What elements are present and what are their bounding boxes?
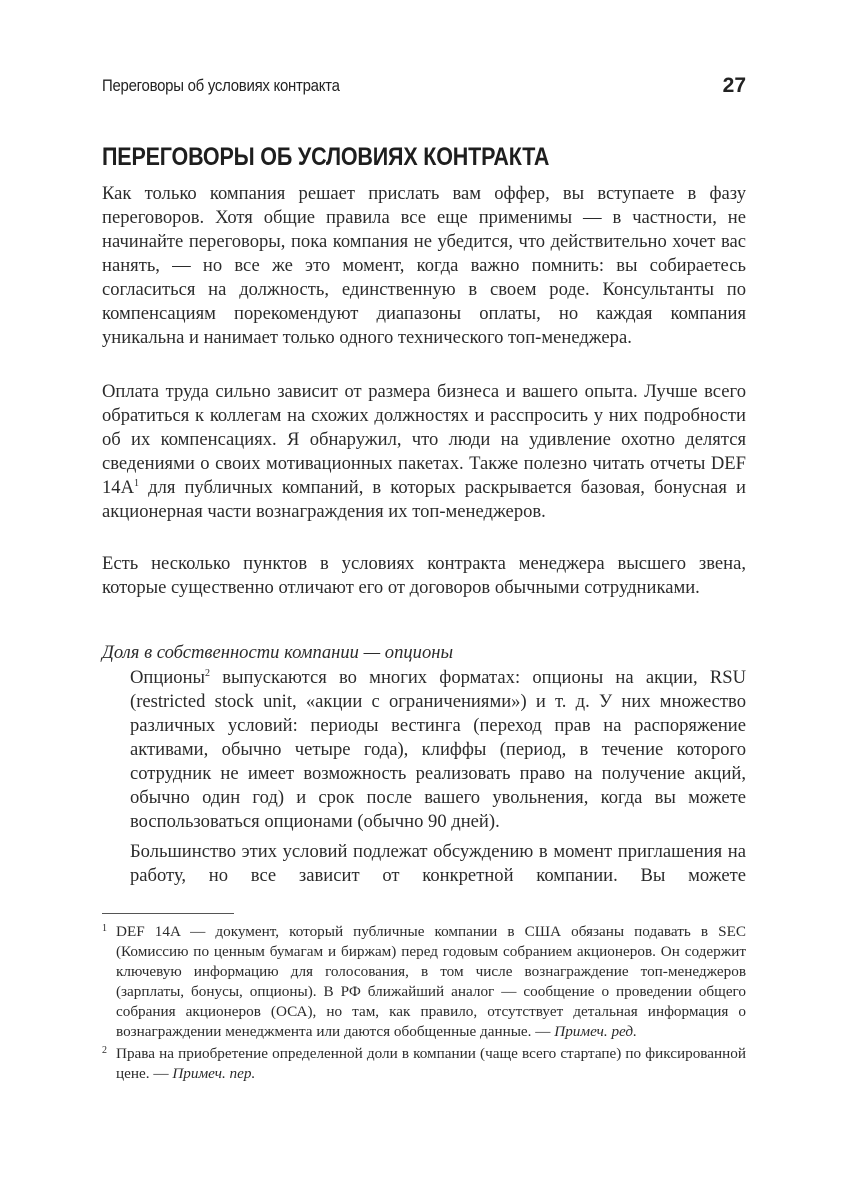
running-header: [102, 74, 746, 102]
footnote-1: [102, 922, 746, 1042]
footnote-1-note: Примеч. ред.: [554, 1023, 637, 1040]
footnote-2-text: Права на приобретение определенной доли в компании (чаще всего стартапе) по фиксированной цене. —: [116, 1045, 746, 1082]
paragraph-2-text-b: для публичных компаний, в которых раскрывается базовая, бонусная и акционерная части вознаграждения их топ-менеджеров.: [102, 477, 746, 522]
footnote-divider: [102, 913, 234, 914]
chapter-title: ПЕРЕГОВОРЫ ОБ УСЛОВИЯХ КОНТРАКТА: [102, 143, 550, 171]
paragraph-5: Большинство этих условий подлежат обсуждению в момент приглашения на работу, но все зависит от конкретной компании. Вы можете: [130, 841, 746, 886]
paragraph-4-text-b: выпускаются во многих форматах: опционы на акции, RSU (restricted stock unit, «акции с ограничениями») и т. д. У них множество различных условий: периоды вестинга (переход прав на распоряжение активами, обычно четыре года), клиффы (период, в течение которого сотрудник не имеет возможность реализовать право на получение акций, обычно один год) и срок после вашего увольнения, когда вы можете воспользоваться опционами (обычно 90 дней).: [130, 667, 746, 832]
footnote-ref-2[interactable]: 2: [205, 667, 211, 679]
footnote-2-mark: 2: [102, 1045, 107, 1056]
paragraph-4-text-a: Опционы: [130, 667, 206, 688]
paragraph-2: [102, 380, 746, 524]
footnote-1-mark: 1: [102, 923, 107, 934]
page-number: 27: [722, 74, 746, 97]
paragraph-1: Как только компания решает прислать вам оффер, вы вступаете в фазу переговоров. Хотя общие правила все еще применимы — в частности, не начинайте переговоры, пока компания не убедится, что действительно хочет вас нанять, — но все же это момент, когда важно помнить: вы собираетесь согласиться на должность, единственную в своем роде. Консультанты по компенсациям порекомендуют диапазоны оплаты, но каждая компания уникальна и нанимает только одного технического топ-менеджера.: [102, 183, 746, 348]
footnotes: [102, 922, 746, 1086]
paragraph-3: Есть несколько пунктов в условиях контракта менеджера высшего звена, которые существенно отличают его от договоров обычными сотрудниками.: [102, 553, 746, 598]
paragraph-2-text-a: Оплата труда сильно зависит от размера бизнеса и вашего опыта. Лучше всего обратиться к коллегам на схожих должностях и расспросить у них подробности об их компенсациях. Я обнаружил, что люди на удивление охотно делятся сведениями о своих мотивационных пакетах. Также полезно читать отчеты DEF 14A: [102, 381, 746, 498]
footnote-2-note: Примеч. пер.: [172, 1065, 256, 1082]
footnote-2: [102, 1044, 746, 1084]
running-title: Переговоры об условиях контракта: [102, 76, 340, 95]
footnote-ref-1[interactable]: 1: [134, 477, 140, 489]
footnote-1-text: DEF 14A — документ, который публичные компании в США обязаны подавать в SEC (Комиссию по ценным бумагам и биржам) перед годовым собранием акционеров. Он содержит ключевую информацию для голосования, в том числе вознаграждение топ-менеджеров (зарплаты, бонусы, опционы). В РФ ближайший аналог — сообщение о проведении общего собрания акционеров (ОСА), но там, как правило, отсутствует детальная информация о вознаграждении менеджмента или даются обобщенные данные. —: [116, 923, 746, 1040]
paragraph-4: [130, 666, 746, 834]
section-subheading: Доля в собственности компании — опционы: [102, 642, 454, 663]
